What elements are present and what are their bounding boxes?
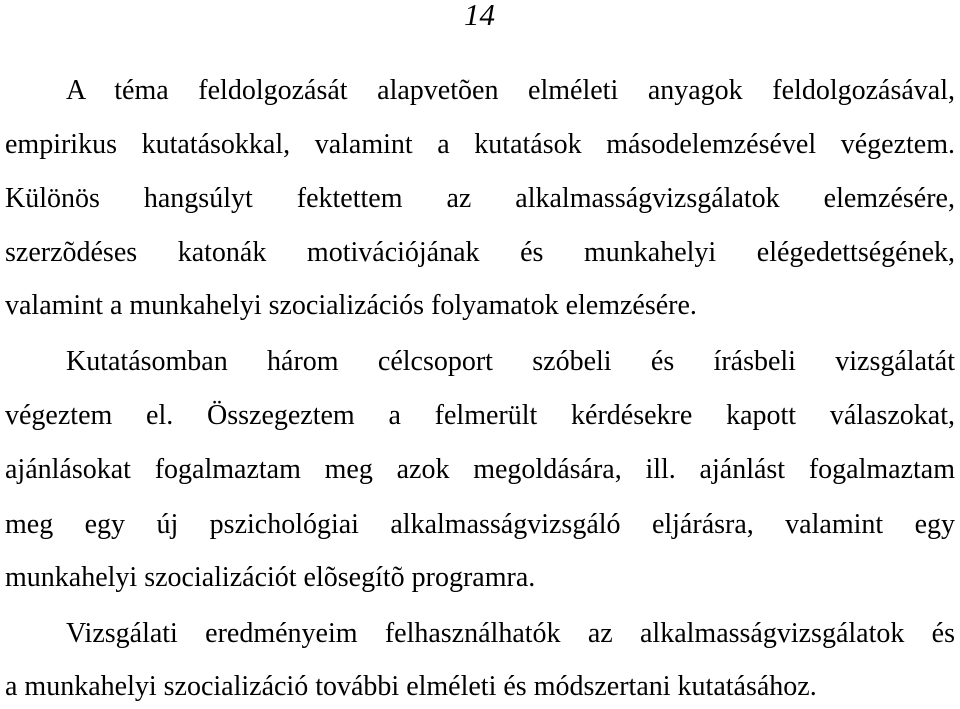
paragraph-2-line-3: ajánlásokat fogalmaztam meg azok megoldására, ill. ajánlást fogalmaztam [5, 454, 955, 485]
page-number: 14 [464, 0, 495, 32]
paragraph-3-line-2: a munkahelyi szocializáció további elméleti és módszertani kutatásához. [5, 671, 817, 702]
paragraph-2-line-4: meg egy új pszichológiai alkalmasságvizsgáló eljárásra, valamint egy [5, 509, 955, 540]
paragraph-1-line-4: szerzõdéses katonák motivációjának és munkahelyi elégedettségének, [5, 237, 955, 268]
paragraph-2-line-5: munkahelyi szocializációt elõsegítõ programra. [5, 562, 536, 593]
paragraph-3-line-1: Vizsgálati eredményeim felhasználhatók az alkalmasságvizsgálatok és [66, 618, 955, 649]
paragraph-1-line-5: valamint a munkahelyi szocializációs folyamatok elemzésére. [5, 290, 697, 321]
paragraph-2-line-2: végeztem el. Összegeztem a felmerült kérdésekre kapott válaszokat, [5, 400, 955, 431]
paragraph-2-line-1: Kutatásomban három célcsoport szóbeli és írásbeli vizsgálatát [66, 346, 955, 377]
paragraph-1-line-1: A téma feldolgozását alapvetõen elméleti anyagok feldolgozásával, [66, 75, 955, 106]
paragraph-1-line-3: Különös hangsúlyt fektettem az alkalmasságvizsgálatok elemzésére, [5, 183, 955, 214]
paragraph-1-line-2: empirikus kutatásokkal, valamint a kutatások másodelemzésével végeztem. [5, 129, 955, 160]
